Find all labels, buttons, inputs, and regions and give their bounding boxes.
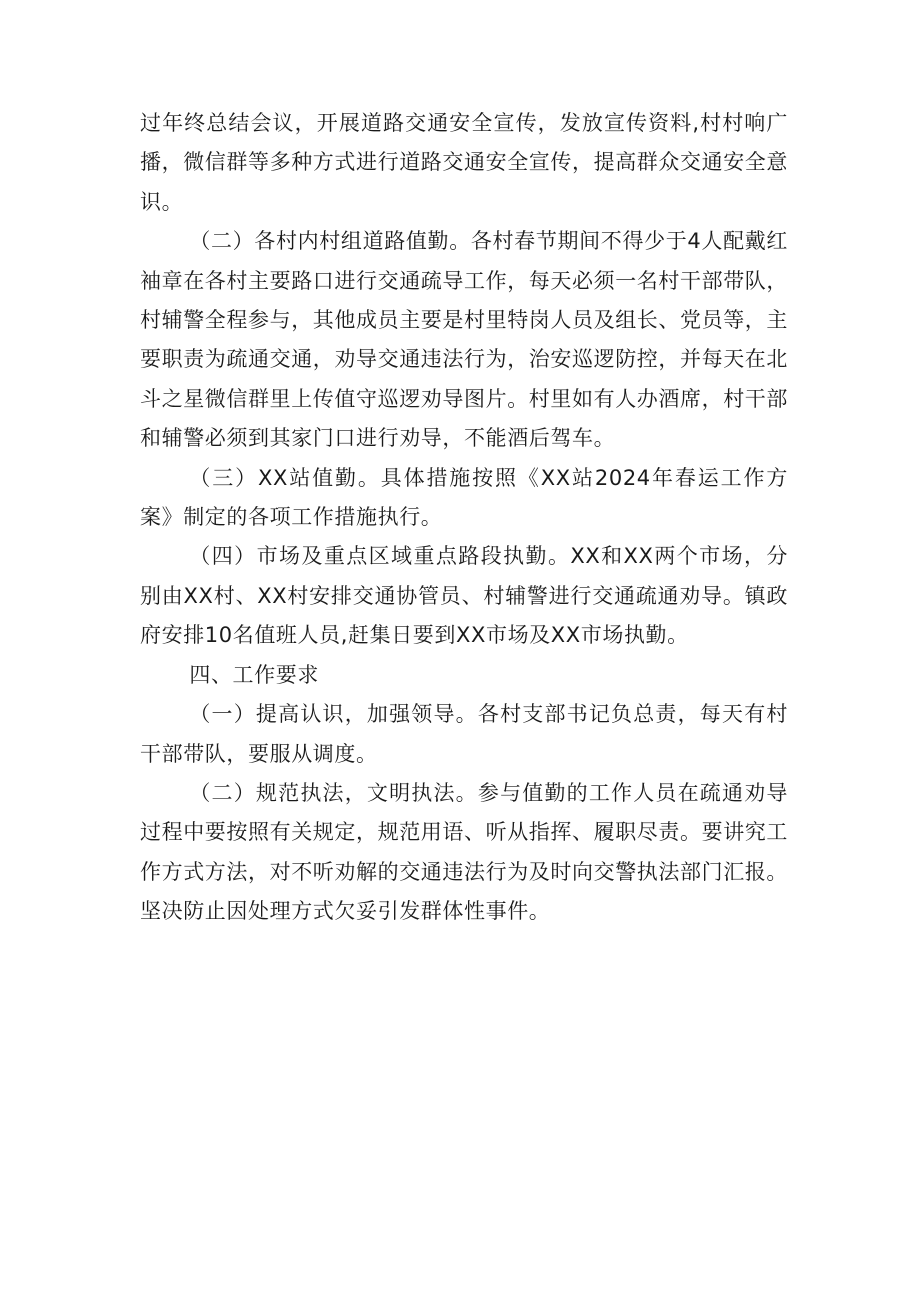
paragraph-raise-awareness: （一）提高认识，加强领导。各村支部书记负总责，每天有村干部带队，要服从调度。 xyxy=(140,702,788,766)
paragraph-village-road-duty: （二）各村内村组道路值勤。各村春节期间不得少于4人配戴红袖章在各村主要路口进行交通疏导工作，每天必须一名村干部带队，村辅警全程参与，其他成员主要是村里特岗人员及组长、党员等，主要职责为疏通交通，劝导交通违法行为，治安巡逻防控，并每天在北斗之星微信群里上传值守巡逻劝导图片。村里如有人办酒席，村干部和辅警必须到其家门口进行劝导，不能酒后驾车。 xyxy=(140,229,788,451)
section-heading-work-requirements: 四、工作要求 xyxy=(189,662,319,687)
paragraph-market-duty: （四）市场及重点区域重点路段执勤。XX和XX两个市场，分别由XX村、XX村安排交通协管员、村辅警进行交通疏通劝导。镇政府安排10名值班人员,赶集日要到XX市场及XX市场执勤。 xyxy=(140,544,788,648)
paragraph-standardized-enforcement: （二）规范执法，文明执法。参与值勤的工作人员在疏通劝导过程中要按照有关规定，规范用语、听从指挥、履职尽责。要讲究工作方式方法，对不听劝解的交通违法行为及时向交警执法部门汇报。坚决防止因处理方式欠妥引发群体性事件。 xyxy=(140,780,788,924)
document-body xyxy=(140,104,788,932)
paragraph-station-duty: （三）XX站值勤。具体措施按照《XX站2024年春运工作方案》制定的各项工作措施执行。 xyxy=(140,465,788,530)
paragraph-continuation: 过年终总结会议，开展道路交通安全宣传，发放宣传资料,村村响广播，微信群等多种方式进行道路交通安全宣传，提高群众交通安全意识。 xyxy=(140,111,788,214)
